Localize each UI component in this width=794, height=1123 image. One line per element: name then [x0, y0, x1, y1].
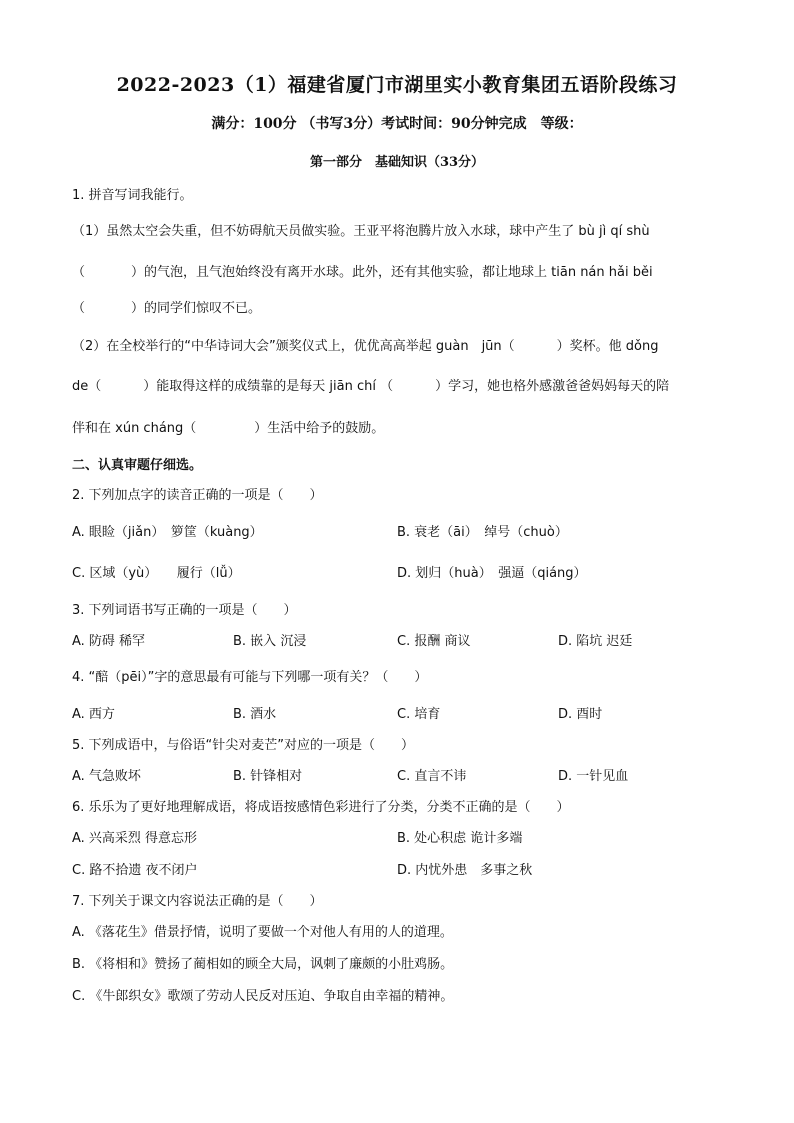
q1-p2-l3-text: 伴和在 xún cháng（	[72, 421, 197, 436]
q4-option-a[interactable]: A. 西方	[72, 707, 115, 722]
q4-option-d[interactable]: D. 酉时	[558, 707, 603, 722]
q1-p2-line2	[72, 375, 669, 394]
score-line: 满分：100分 （书写3分）考试时间：90分钟完成 等级：	[211, 116, 583, 132]
q1-p2-l1-text2: ）奖杯。他 dǒng	[556, 339, 659, 354]
q1-stem: 1. 拼音写词我能行。	[72, 188, 193, 203]
q4-stem: 4. “醅（pēi）”字的意思最有可能与下列哪一项有关？（ ）	[72, 670, 428, 685]
q7-option-b[interactable]: B. 《将相和》赞扬了蔺相如的顾全大局，讽刺了廉颇的小肚鸡肠。	[72, 957, 454, 972]
q1-p1-line3	[72, 297, 261, 316]
q6-stem: 6. 乐乐为了更好地理解成语，将成语按感情色彩进行了分类，分类不正确的是（ ）	[72, 800, 570, 815]
exam-title: 2022-2023（1）福建省厦门市湖里实小教育集团五语阶段练习	[116, 74, 678, 96]
q2-option-b[interactable]: B. 衰老（āi） 绰号（chuò）	[397, 525, 568, 540]
q2-option-d[interactable]: D. 划归（huà） 强逼（qiáng）	[397, 566, 587, 581]
q3-option-b[interactable]: B. 嵌入 沉浸	[233, 634, 307, 649]
q1-p2-line3	[72, 417, 384, 436]
q1-p1-l2-open: （	[72, 265, 86, 280]
q6-option-d[interactable]: D. 内忧外患 多事之秋	[397, 863, 533, 878]
q1-p2-l2-text2: ）能取得这样的成绩靠的是每天 jiān chí （	[143, 379, 394, 394]
q7-option-a[interactable]: A. 《落花生》借景抒情，说明了要做一个对他人有用的人的道理。	[72, 925, 453, 940]
q1-p2-l2-text: de（	[72, 379, 102, 394]
q3-option-a[interactable]: A. 防碍 稀罕	[72, 634, 146, 649]
q5-option-c[interactable]: C. 直言不讳	[397, 769, 467, 784]
q1-p2-l3-text2: ）生活中给予的鼓励。	[254, 421, 385, 436]
q3-stem: 3. 下列词语书写正确的一项是（ ）	[72, 603, 297, 618]
q1-p2-l2-text3: ）学习，她也格外感激爸爸妈妈每天的陪	[435, 379, 670, 394]
q1-p1-line2	[72, 261, 653, 280]
q4-option-b[interactable]: B. 酒水	[233, 707, 277, 722]
q2-stem: 2. 下列加点字的读音正确的一项是（ ）	[72, 488, 323, 503]
q6-option-a[interactable]: A. 兴高采烈 得意忘形	[72, 831, 198, 846]
q7-stem: 7. 下列关于课文内容说法正确的是（ ）	[72, 894, 323, 909]
q1-p1-l3-text: ）的同学们惊叹不已。	[131, 301, 262, 316]
q2-option-c[interactable]: C. 区域（yù） 履行（lǚ）	[72, 566, 241, 581]
q5-option-d[interactable]: D. 一针见血	[558, 769, 629, 784]
q6-option-b[interactable]: B. 处心积虑 诡计多端	[397, 831, 523, 846]
q2-option-a[interactable]: A. 眼睑（jiǎn） 箩筐（kuàng）	[72, 525, 263, 540]
section2-heading: 二、认真审题仔细选。	[72, 458, 203, 473]
q5-stem: 5. 下列成语中，与俗语“针尖对麦芒”对应的一项是（ ）	[72, 738, 415, 753]
q1-p2-l1-text: （2）在全校举行的“中华诗词大会”颁奖仪式上，优优高高举起 guàn jūn（	[72, 339, 515, 354]
q6-option-c[interactable]: C. 路不拾遗 夜不闭户	[72, 863, 198, 878]
q5-option-a[interactable]: A. 气急败坏	[72, 769, 141, 784]
q7-option-c[interactable]: C. 《牛郎织女》歌颂了劳动人民反对压迫、争取自由幸福的精神。	[72, 989, 454, 1004]
q1-p1-l2-text: ）的气泡，且气泡始终没有离开水球。此外，还有其他实验，都让地球上 tiān nán hǎi běi	[131, 265, 653, 280]
part-title: 第一部分 基础知识（33分）	[309, 155, 485, 170]
q4-option-c[interactable]: C. 培育	[397, 707, 441, 722]
q1-p2-line1	[72, 335, 659, 354]
q3-option-c[interactable]: C. 报酬 商议	[397, 634, 471, 649]
q1-p1-l3-open: （	[72, 301, 86, 316]
q3-option-d[interactable]: D. 陷坑 迟廷	[558, 634, 633, 649]
q5-option-b[interactable]: B. 针锋相对	[233, 769, 303, 784]
q1-p1-line1: （1）虽然太空会失重，但不妨碍航天员做实验。王亚平将泡腾片放入水球，球中产生了 bù jì qí shù	[72, 224, 650, 239]
